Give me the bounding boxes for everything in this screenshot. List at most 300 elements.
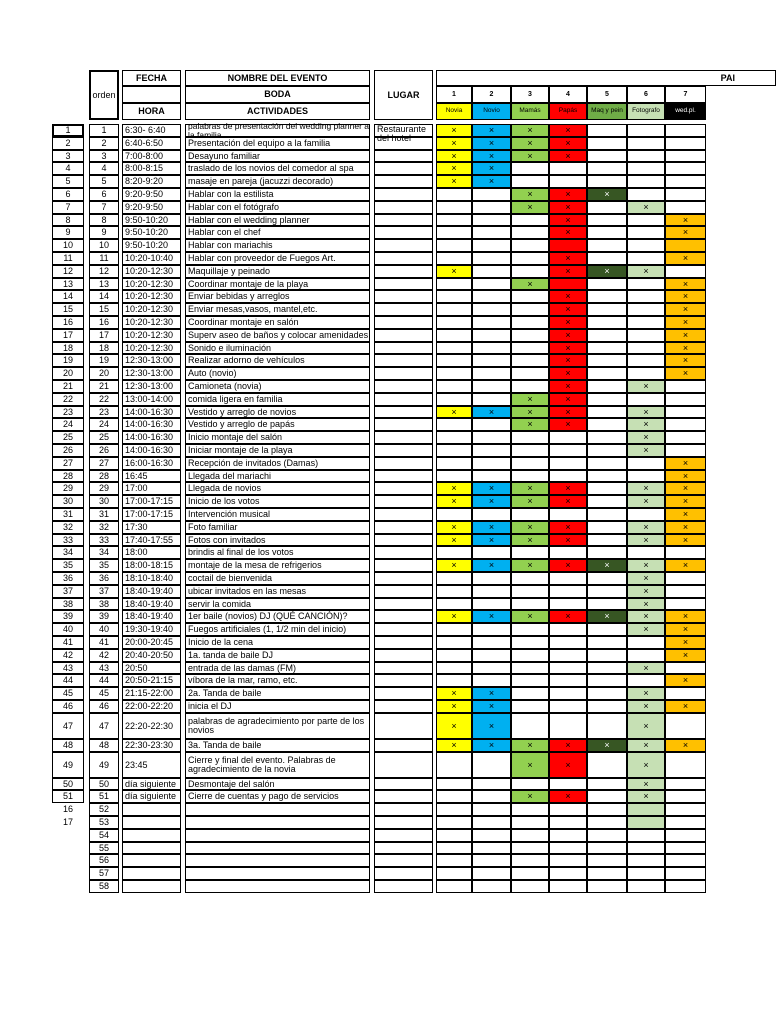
row-mark-maq[interactable]	[587, 623, 627, 636]
row-mark-novia[interactable]: ×	[436, 700, 472, 713]
row-mark-foto[interactable]: ×	[627, 598, 665, 610]
row-mark-wed[interactable]: ×	[665, 303, 706, 316]
row-mark-maq[interactable]	[587, 495, 627, 508]
row-mark-mamas[interactable]	[511, 649, 549, 662]
row-mark-wed[interactable]	[665, 418, 706, 431]
row-mark-mamas[interactable]: ×	[511, 150, 549, 162]
row-mark-wed[interactable]	[665, 803, 706, 816]
row-mark-wed[interactable]: ×	[665, 495, 706, 508]
row-mark-mamas[interactable]	[511, 546, 549, 559]
row-mark-maq[interactable]: ×	[587, 188, 627, 201]
row-mark-foto[interactable]	[627, 508, 665, 521]
row-mark-novio[interactable]: ×	[472, 162, 511, 175]
row-mark-novia[interactable]	[436, 829, 472, 842]
row-mark-foto[interactable]: ×	[627, 418, 665, 431]
row-mark-wed[interactable]: ×	[665, 290, 706, 303]
row-mark-foto[interactable]	[627, 316, 665, 329]
row-mark-wed[interactable]: ×	[665, 534, 706, 546]
row-mark-maq[interactable]	[587, 598, 627, 610]
row-mark-novio[interactable]	[472, 354, 511, 367]
row-mark-novia[interactable]: ×	[436, 162, 472, 175]
row-mark-maq[interactable]	[587, 803, 627, 816]
row-mark-foto[interactable]: ×	[627, 406, 665, 418]
row-mark-foto[interactable]: ×	[627, 431, 665, 444]
row-mark-wed[interactable]: ×	[665, 521, 706, 534]
row-mark-papas[interactable]	[549, 636, 587, 649]
row-mark-papas[interactable]: ×	[549, 252, 587, 265]
row-mark-papas[interactable]	[549, 431, 587, 444]
row-mark-papas[interactable]	[549, 700, 587, 713]
row-mark-novio[interactable]: ×	[472, 482, 511, 495]
row-mark-novia[interactable]	[436, 867, 472, 880]
row-mark-mamas[interactable]	[511, 687, 549, 700]
row-mark-mamas[interactable]: ×	[511, 559, 549, 572]
row-mark-wed[interactable]: ×	[665, 482, 706, 495]
row-mark-papas[interactable]	[549, 585, 587, 598]
row-mark-novia[interactable]	[436, 778, 472, 790]
row-mark-novio[interactable]	[472, 342, 511, 354]
row-mark-maq[interactable]: ×	[587, 559, 627, 572]
row-mark-novia[interactable]: ×	[436, 713, 472, 739]
row-mark-foto[interactable]	[627, 393, 665, 406]
row-mark-wed[interactable]	[665, 585, 706, 598]
fecha-value-cell[interactable]	[122, 86, 181, 103]
row-mark-mamas[interactable]	[511, 700, 549, 713]
row-mark-foto[interactable]	[627, 854, 665, 867]
row-mark-foto[interactable]	[627, 175, 665, 188]
row-mark-foto[interactable]	[627, 457, 665, 470]
row-mark-mamas[interactable]	[511, 585, 549, 598]
row-mark-papas[interactable]: ×	[549, 610, 587, 623]
row-mark-maq[interactable]	[587, 290, 627, 303]
row-mark-maq[interactable]	[587, 687, 627, 700]
row-mark-papas[interactable]: ×	[549, 393, 587, 406]
row-mark-foto[interactable]: ×	[627, 700, 665, 713]
row-mark-papas[interactable]	[549, 867, 587, 880]
row-mark-novio[interactable]	[472, 380, 511, 393]
row-mark-novia[interactable]	[436, 226, 472, 239]
row-mark-novio[interactable]	[472, 444, 511, 457]
row-mark-foto[interactable]	[627, 150, 665, 162]
row-mark-novia[interactable]: ×	[436, 559, 472, 572]
row-mark-maq[interactable]	[587, 342, 627, 354]
row-mark-foto[interactable]: ×	[627, 482, 665, 495]
row-mark-foto[interactable]: ×	[627, 662, 665, 674]
row-mark-novia[interactable]	[436, 290, 472, 303]
row-mark-wed[interactable]: ×	[665, 342, 706, 354]
row-mark-maq[interactable]	[587, 214, 627, 226]
row-mark-papas[interactable]	[549, 278, 587, 290]
row-mark-mamas[interactable]	[511, 829, 549, 842]
row-mark-novio[interactable]	[472, 329, 511, 342]
row-mark-mamas[interactable]	[511, 329, 549, 342]
row-mark-papas[interactable]	[549, 162, 587, 175]
row-mark-novio[interactable]	[472, 546, 511, 559]
row-mark-papas[interactable]: ×	[549, 124, 587, 137]
row-mark-maq[interactable]	[587, 585, 627, 598]
row-mark-papas[interactable]	[549, 778, 587, 790]
row-mark-foto[interactable]: ×	[627, 534, 665, 546]
row-mark-papas[interactable]: ×	[549, 752, 587, 778]
row-mark-novia[interactable]: ×	[436, 175, 472, 188]
row-mark-papas[interactable]	[549, 662, 587, 674]
row-mark-mamas[interactable]	[511, 290, 549, 303]
row-mark-foto[interactable]: ×	[627, 201, 665, 214]
row-mark-wed[interactable]: ×	[665, 674, 706, 687]
row-mark-foto[interactable]	[627, 829, 665, 842]
row-mark-mamas[interactable]	[511, 162, 549, 175]
row-mark-maq[interactable]	[587, 508, 627, 521]
row-mark-novio[interactable]	[472, 880, 511, 893]
row-mark-mamas[interactable]	[511, 380, 549, 393]
row-mark-novia[interactable]	[436, 201, 472, 214]
row-mark-novio[interactable]	[472, 842, 511, 854]
row-mark-foto[interactable]: ×	[627, 585, 665, 598]
row-mark-novio[interactable]	[472, 636, 511, 649]
row-mark-papas[interactable]	[549, 687, 587, 700]
row-mark-wed[interactable]	[665, 752, 706, 778]
row-mark-wed[interactable]	[665, 150, 706, 162]
row-mark-papas[interactable]: ×	[549, 150, 587, 162]
row-mark-mamas[interactable]	[511, 854, 549, 867]
row-mark-wed[interactable]	[665, 662, 706, 674]
row-mark-maq[interactable]	[587, 713, 627, 739]
row-mark-maq[interactable]	[587, 662, 627, 674]
row-mark-maq[interactable]	[587, 790, 627, 803]
row-mark-novia[interactable]	[436, 649, 472, 662]
row-mark-wed[interactable]: ×	[665, 457, 706, 470]
row-mark-novia[interactable]: ×	[436, 495, 472, 508]
row-mark-foto[interactable]	[627, 226, 665, 239]
row-mark-novio[interactable]: ×	[472, 137, 511, 150]
row-mark-mamas[interactable]: ×	[511, 482, 549, 495]
row-mark-novia[interactable]: ×	[436, 534, 472, 546]
row-mark-papas[interactable]	[549, 444, 587, 457]
row-mark-maq[interactable]	[587, 137, 627, 150]
row-mark-papas[interactable]	[549, 880, 587, 893]
row-mark-novia[interactable]	[436, 546, 472, 559]
row-mark-foto[interactable]	[627, 239, 665, 252]
row-mark-foto[interactable]: ×	[627, 790, 665, 803]
row-mark-papas[interactable]: ×	[549, 290, 587, 303]
row-mark-novia[interactable]	[436, 214, 472, 226]
row-mark-novia[interactable]	[436, 470, 472, 482]
row-mark-maq[interactable]	[587, 674, 627, 687]
row-mark-novio[interactable]: ×	[472, 521, 511, 534]
row-mark-papas[interactable]: ×	[549, 406, 587, 418]
row-mark-papas[interactable]: ×	[549, 329, 587, 342]
row-mark-maq[interactable]: ×	[587, 739, 627, 752]
row-mark-novia[interactable]	[436, 393, 472, 406]
row-mark-papas[interactable]: ×	[549, 354, 587, 367]
row-mark-maq[interactable]	[587, 700, 627, 713]
row-mark-novia[interactable]: ×	[436, 739, 472, 752]
row-mark-wed[interactable]: ×	[665, 623, 706, 636]
row-mark-mamas[interactable]	[511, 175, 549, 188]
row-mark-mamas[interactable]	[511, 444, 549, 457]
row-mark-maq[interactable]	[587, 303, 627, 316]
row-mark-maq[interactable]	[587, 572, 627, 585]
row-mark-wed[interactable]: ×	[665, 354, 706, 367]
row-mark-novia[interactable]	[436, 598, 472, 610]
row-mark-papas[interactable]	[549, 457, 587, 470]
row-mark-mamas[interactable]	[511, 214, 549, 226]
row-mark-mamas[interactable]	[511, 713, 549, 739]
row-mark-novia[interactable]	[436, 623, 472, 636]
row-mark-novio[interactable]	[472, 854, 511, 867]
row-mark-mamas[interactable]: ×	[511, 610, 549, 623]
row-mark-mamas[interactable]	[511, 623, 549, 636]
row-mark-papas[interactable]: ×	[549, 482, 587, 495]
row-mark-novio[interactable]: ×	[472, 700, 511, 713]
row-mark-papas[interactable]: ×	[549, 188, 587, 201]
row-mark-maq[interactable]	[587, 816, 627, 829]
row-mark-wed[interactable]	[665, 201, 706, 214]
row-mark-maq[interactable]	[587, 278, 627, 290]
row-mark-novio[interactable]	[472, 226, 511, 239]
row-mark-maq[interactable]	[587, 239, 627, 252]
row-mark-papas[interactable]	[549, 470, 587, 482]
row-mark-novia[interactable]	[436, 329, 472, 342]
row-mark-papas[interactable]: ×	[549, 534, 587, 546]
row-mark-papas[interactable]	[549, 649, 587, 662]
row-mark-foto[interactable]	[627, 842, 665, 854]
row-mark-foto[interactable]	[627, 137, 665, 150]
row-mark-novio[interactable]: ×	[472, 610, 511, 623]
row-mark-mamas[interactable]: ×	[511, 534, 549, 546]
row-mark-novio[interactable]: ×	[472, 534, 511, 546]
row-mark-novio[interactable]	[472, 674, 511, 687]
row-mark-novio[interactable]	[472, 367, 511, 380]
row-mark-maq[interactable]	[587, 880, 627, 893]
row-mark-wed[interactable]	[665, 431, 706, 444]
row-mark-novio[interactable]	[472, 418, 511, 431]
row-mark-papas[interactable]: ×	[549, 201, 587, 214]
row-mark-foto[interactable]: ×	[627, 687, 665, 700]
row-mark-mamas[interactable]: ×	[511, 406, 549, 418]
row-mark-mamas[interactable]: ×	[511, 393, 549, 406]
row-mark-mamas[interactable]	[511, 803, 549, 816]
row-mark-wed[interactable]: ×	[665, 470, 706, 482]
row-mark-novia[interactable]	[436, 239, 472, 252]
row-mark-novio[interactable]: ×	[472, 687, 511, 700]
row-mark-mamas[interactable]: ×	[511, 188, 549, 201]
row-mark-papas[interactable]	[549, 713, 587, 739]
row-mark-wed[interactable]	[665, 854, 706, 867]
row-mark-wed[interactable]	[665, 572, 706, 585]
row-mark-mamas[interactable]	[511, 816, 549, 829]
row-mark-novio[interactable]	[472, 278, 511, 290]
row-mark-novia[interactable]	[436, 572, 472, 585]
row-mark-mamas[interactable]: ×	[511, 521, 549, 534]
row-mark-novia[interactable]	[436, 278, 472, 290]
row-mark-mamas[interactable]	[511, 431, 549, 444]
row-mark-novia[interactable]	[436, 303, 472, 316]
row-mark-foto[interactable]	[627, 162, 665, 175]
row-mark-novio[interactable]: ×	[472, 739, 511, 752]
row-mark-novia[interactable]	[436, 316, 472, 329]
row-mark-novia[interactable]: ×	[436, 406, 472, 418]
row-mark-novio[interactable]	[472, 662, 511, 674]
row-mark-maq[interactable]	[587, 150, 627, 162]
row-mark-novia[interactable]: ×	[436, 137, 472, 150]
row-mark-maq[interactable]	[587, 431, 627, 444]
row-mark-maq[interactable]: ×	[587, 265, 627, 278]
row-mark-wed[interactable]	[665, 816, 706, 829]
row-mark-novia[interactable]: ×	[436, 610, 472, 623]
row-mark-mamas[interactable]: ×	[511, 752, 549, 778]
row-mark-mamas[interactable]: ×	[511, 790, 549, 803]
row-mark-novio[interactable]	[472, 252, 511, 265]
row-mark-novia[interactable]	[436, 342, 472, 354]
row-mark-maq[interactable]	[587, 636, 627, 649]
row-mark-maq[interactable]	[587, 867, 627, 880]
row-mark-novio[interactable]	[472, 316, 511, 329]
row-mark-wed[interactable]: ×	[665, 649, 706, 662]
row-mark-maq[interactable]	[587, 829, 627, 842]
row-mark-wed[interactable]	[665, 188, 706, 201]
row-mark-maq[interactable]	[587, 226, 627, 239]
row-mark-novio[interactable]: ×	[472, 124, 511, 137]
row-mark-wed[interactable]	[665, 444, 706, 457]
row-mark-papas[interactable]: ×	[549, 790, 587, 803]
row-mark-papas[interactable]: ×	[549, 137, 587, 150]
row-mark-novia[interactable]	[436, 354, 472, 367]
row-mark-foto[interactable]	[627, 124, 665, 137]
row-mark-papas[interactable]	[549, 623, 587, 636]
row-mark-novio[interactable]	[472, 239, 511, 252]
row-mark-novia[interactable]	[436, 252, 472, 265]
row-mark-wed[interactable]: ×	[665, 252, 706, 265]
row-mark-foto[interactable]: ×	[627, 572, 665, 585]
row-mark-mamas[interactable]: ×	[511, 739, 549, 752]
row-mark-novia[interactable]	[436, 431, 472, 444]
row-mark-novio[interactable]	[472, 752, 511, 778]
row-mark-novio[interactable]	[472, 790, 511, 803]
row-mark-mamas[interactable]: ×	[511, 137, 549, 150]
row-mark-novia[interactable]	[436, 636, 472, 649]
row-mark-wed[interactable]	[665, 842, 706, 854]
row-mark-papas[interactable]	[549, 829, 587, 842]
row-mark-mamas[interactable]	[511, 457, 549, 470]
row-mark-wed[interactable]	[665, 713, 706, 739]
row-mark-foto[interactable]	[627, 636, 665, 649]
row-mark-mamas[interactable]	[511, 598, 549, 610]
row-mark-papas[interactable]: ×	[549, 342, 587, 354]
row-mark-foto[interactable]	[627, 816, 665, 829]
row-mark-mamas[interactable]	[511, 316, 549, 329]
row-mark-novia[interactable]	[436, 585, 472, 598]
row-mark-novio[interactable]: ×	[472, 406, 511, 418]
row-mark-mamas[interactable]	[511, 880, 549, 893]
row-mark-novio[interactable]	[472, 508, 511, 521]
row-mark-wed[interactable]: ×	[665, 610, 706, 623]
row-mark-papas[interactable]	[549, 674, 587, 687]
row-mark-papas[interactable]: ×	[549, 214, 587, 226]
row-mark-foto[interactable]	[627, 367, 665, 380]
row-mark-maq[interactable]	[587, 393, 627, 406]
row-mark-foto[interactable]	[627, 803, 665, 816]
row-mark-wed[interactable]: ×	[665, 739, 706, 752]
row-mark-mamas[interactable]	[511, 508, 549, 521]
row-mark-wed[interactable]	[665, 239, 706, 252]
row-mark-wed[interactable]	[665, 265, 706, 278]
row-mark-novio[interactable]	[472, 598, 511, 610]
row-mark-novia[interactable]	[436, 380, 472, 393]
row-mark-papas[interactable]: ×	[549, 367, 587, 380]
row-mark-mamas[interactable]: ×	[511, 278, 549, 290]
row-mark-papas[interactable]: ×	[549, 316, 587, 329]
row-mark-papas[interactable]	[549, 508, 587, 521]
row-mark-foto[interactable]: ×	[627, 778, 665, 790]
row-mark-mamas[interactable]: ×	[511, 418, 549, 431]
row-mark-novia[interactable]	[436, 842, 472, 854]
row-mark-mamas[interactable]	[511, 636, 549, 649]
row-mark-novio[interactable]: ×	[472, 495, 511, 508]
row-mark-novia[interactable]: ×	[436, 150, 472, 162]
row-mark-maq[interactable]	[587, 354, 627, 367]
row-mark-wed[interactable]	[665, 829, 706, 842]
row-mark-maq[interactable]	[587, 329, 627, 342]
row-mark-maq[interactable]	[587, 457, 627, 470]
row-mark-papas[interactable]: ×	[549, 495, 587, 508]
row-mark-mamas[interactable]: ×	[511, 495, 549, 508]
row-mark-papas[interactable]	[549, 598, 587, 610]
row-mark-maq[interactable]	[587, 201, 627, 214]
row-mark-papas[interactable]: ×	[549, 521, 587, 534]
row-mark-foto[interactable]: ×	[627, 444, 665, 457]
row-mark-foto[interactable]	[627, 546, 665, 559]
row-mark-wed[interactable]: ×	[665, 636, 706, 649]
row-mark-wed[interactable]: ×	[665, 226, 706, 239]
row-mark-foto[interactable]	[627, 188, 665, 201]
row-mark-novia[interactable]	[436, 790, 472, 803]
row-mark-wed[interactable]: ×	[665, 559, 706, 572]
row-mark-novio[interactable]	[472, 829, 511, 842]
row-mark-foto[interactable]	[627, 303, 665, 316]
row-mark-maq[interactable]	[587, 367, 627, 380]
row-mark-foto[interactable]: ×	[627, 380, 665, 393]
row-mark-foto[interactable]	[627, 649, 665, 662]
row-mark-novio[interactable]: ×	[472, 175, 511, 188]
row-mark-novio[interactable]	[472, 623, 511, 636]
row-mark-foto[interactable]	[627, 867, 665, 880]
row-mark-mamas[interactable]	[511, 252, 549, 265]
row-mark-wed[interactable]	[665, 880, 706, 893]
row-mark-novio[interactable]	[472, 457, 511, 470]
row-mark-novio[interactable]: ×	[472, 150, 511, 162]
row-mark-maq[interactable]	[587, 778, 627, 790]
row-mark-papas[interactable]: ×	[549, 418, 587, 431]
row-mark-foto[interactable]	[627, 278, 665, 290]
row-mark-novio[interactable]	[472, 431, 511, 444]
row-mark-foto[interactable]	[627, 470, 665, 482]
row-mark-mamas[interactable]	[511, 662, 549, 674]
row-mark-foto[interactable]: ×	[627, 521, 665, 534]
row-mark-mamas[interactable]	[511, 342, 549, 354]
row-mark-mamas[interactable]	[511, 226, 549, 239]
row-mark-maq[interactable]	[587, 521, 627, 534]
row-mark-wed[interactable]	[665, 137, 706, 150]
row-mark-wed[interactable]	[665, 124, 706, 137]
row-mark-mamas[interactable]	[511, 303, 549, 316]
row-mark-wed[interactable]: ×	[665, 367, 706, 380]
row-mark-novio[interactable]	[472, 778, 511, 790]
row-mark-papas[interactable]	[549, 175, 587, 188]
row-mark-novia[interactable]	[436, 188, 472, 201]
row-mark-maq[interactable]	[587, 444, 627, 457]
row-mark-papas[interactable]: ×	[549, 739, 587, 752]
